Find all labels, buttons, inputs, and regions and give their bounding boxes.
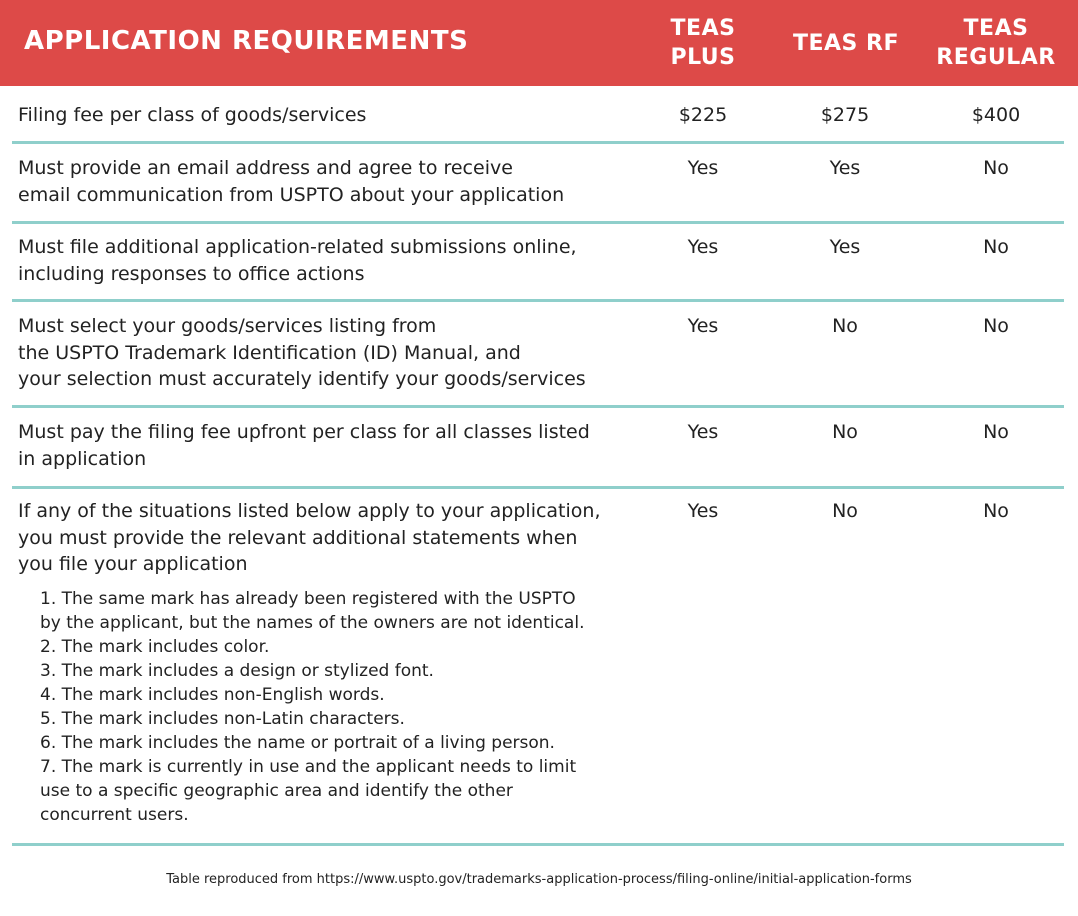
list-item: use to a specific geographic area and identify the other <box>40 781 513 801</box>
teas-regular-value: No <box>983 315 1009 337</box>
column-header-line: PLUS <box>670 45 736 70</box>
requirement-text <box>18 234 577 287</box>
requirement-text <box>18 419 590 472</box>
teas-plus-value: Yes <box>687 500 719 522</box>
list-item: 3. The mark includes a design or stylized font. <box>40 661 434 681</box>
list-item: 4. The mark includes non-English words. <box>40 685 385 705</box>
teas-plus-value: $225 <box>678 104 728 126</box>
requirement-text <box>18 155 564 208</box>
teas-rf-value: No <box>832 500 858 522</box>
requirement-line: you must provide the relevant additional statements when <box>18 526 578 549</box>
column-header-line: TEAS <box>670 16 736 41</box>
table-row <box>12 489 1064 846</box>
requirement-line: email communication from USPTO about your application <box>18 183 565 206</box>
table-header <box>0 0 1078 86</box>
list-item: by the applicant, but the names of the owners are not identical. <box>40 613 585 633</box>
source-footnote: Table reproduced from https://www.uspto.gov/trademarks-application-process/filing-online/initial-application-forms <box>166 872 912 887</box>
table-row <box>12 302 1064 408</box>
column-header-teas-regular <box>926 0 1066 86</box>
table-row <box>12 408 1064 489</box>
teas-rf-value: No <box>832 421 858 443</box>
teas-plus-value: Yes <box>687 421 719 443</box>
column-header-line: TEAS RF <box>792 30 900 56</box>
table-title: APPLICATION REQUIREMENTS <box>24 26 469 56</box>
list-item: 5. The mark includes non-Latin characters. <box>40 709 405 729</box>
table-row <box>12 86 1064 144</box>
teas-regular-value: No <box>983 236 1009 258</box>
teas-rf-value: $275 <box>820 104 870 126</box>
column-header-line: TEAS <box>963 16 1029 41</box>
requirement-line: Must provide an email address and agree to receive <box>18 157 513 179</box>
teas-regular-value: $400 <box>971 104 1021 126</box>
requirement-line: you file your application <box>18 553 248 575</box>
requirement-text <box>18 313 586 393</box>
column-header-line: REGULAR <box>936 45 1056 70</box>
requirement-line: If any of the situations listed below apply to your application, <box>18 500 601 522</box>
teas-regular-value: No <box>983 157 1009 179</box>
requirement-text <box>18 498 601 578</box>
teas-regular-value: No <box>983 421 1009 443</box>
requirement-line: Must file additional application-related submissions online, <box>18 236 577 258</box>
teas-plus-value: Yes <box>687 236 719 258</box>
requirement-line: Filing fee per class of goods/services <box>18 104 367 126</box>
requirement-text <box>18 102 366 129</box>
teas-rf-value: No <box>832 315 858 337</box>
requirement-line: in application <box>18 447 147 470</box>
column-header-teas-rf <box>776 0 916 86</box>
teas-rf-value: Yes <box>829 157 861 179</box>
list-item: 7. The mark is currently in use and the applicant needs to limit <box>40 757 577 777</box>
requirement-line: Must pay the filing fee upfront per class for all classes listed <box>18 421 590 443</box>
situations-list <box>40 587 584 827</box>
list-item: concurrent users. <box>40 805 189 825</box>
list-item: 2. The mark includes color. <box>40 637 270 657</box>
requirement-line: your selection must accurately identify your goods/services <box>18 368 586 390</box>
column-header-teas-plus <box>643 0 763 86</box>
teas-plus-value: Yes <box>687 315 719 337</box>
teas-rf-value: Yes <box>829 236 861 258</box>
teas-plus-value: Yes <box>687 157 719 179</box>
requirement-line: Must select your goods/services listing from <box>18 315 437 337</box>
table-row <box>12 144 1064 224</box>
requirement-line: including responses to office actions <box>18 262 365 285</box>
list-item: 1. The same mark has already been registered with the USPTO <box>40 589 576 609</box>
requirement-line: the USPTO Trademark Identification (ID) Manual, and <box>18 341 521 364</box>
teas-regular-value: No <box>983 500 1009 522</box>
list-item: 6. The mark includes the name or portrait of a living person. <box>40 733 555 753</box>
table-row <box>12 224 1064 302</box>
